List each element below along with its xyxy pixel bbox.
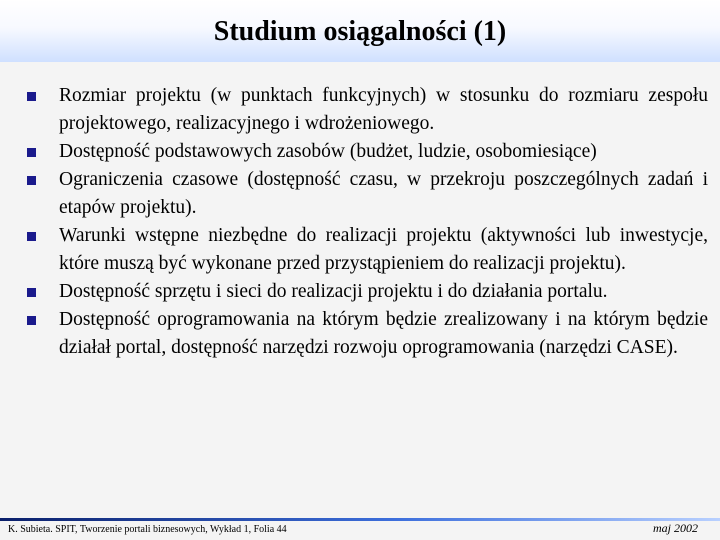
bullet-item	[26, 82, 708, 138]
footer-divider	[0, 518, 720, 521]
square-bullet-icon	[27, 148, 36, 157]
footer-citation: K. Subieta. SPIT, Tworzenie portali biznesowych, Wykład 1, Folia 44	[8, 524, 287, 535]
square-bullet-icon	[27, 92, 36, 101]
bullet-text: Dostępność oprogramowania na którym będzie zrealizowany i na którym będzie działał portal, dostępność narzędzi rozwoju oprogramowania (narzędzi CASE).	[59, 309, 708, 358]
bullet-item	[26, 138, 708, 166]
bullet-text: Ograniczenia czasowe (dostępność czasu, w przekroju poszczególnych zadań i etapów projektu).	[59, 169, 708, 218]
title-bar	[0, 0, 720, 62]
bullet-text: Dostępność sprzętu i sieci do realizacji projektu i do działania portalu.	[59, 281, 608, 302]
bullet-list	[26, 82, 708, 362]
bullet-item	[26, 166, 708, 222]
bullet-item	[26, 222, 708, 278]
bullet-text: Warunki wstępne niezbędne do realizacji projektu (aktywności lub inwestycje, które muszą być wykonane przed przystąpieniem do realizacji projektu).	[59, 225, 708, 274]
square-bullet-icon	[27, 316, 36, 325]
square-bullet-icon	[27, 232, 36, 241]
bullet-text: Rozmiar projektu (w punktach funkcyjnych) w stosunku do rozmiaru zespołu projektowego, realizacyjnego i wdrożeniowego.	[59, 85, 708, 134]
bullet-item	[26, 306, 708, 362]
bullet-text: Dostępność podstawowych zasobów (budżet, ludzie, osobomiesiące)	[59, 141, 597, 162]
square-bullet-icon	[27, 176, 36, 185]
footer-date: maj 2002	[653, 521, 698, 535]
square-bullet-icon	[27, 288, 36, 297]
slide-title: Studium osiągalności (1)	[213, 16, 507, 47]
bullet-item	[26, 278, 708, 306]
